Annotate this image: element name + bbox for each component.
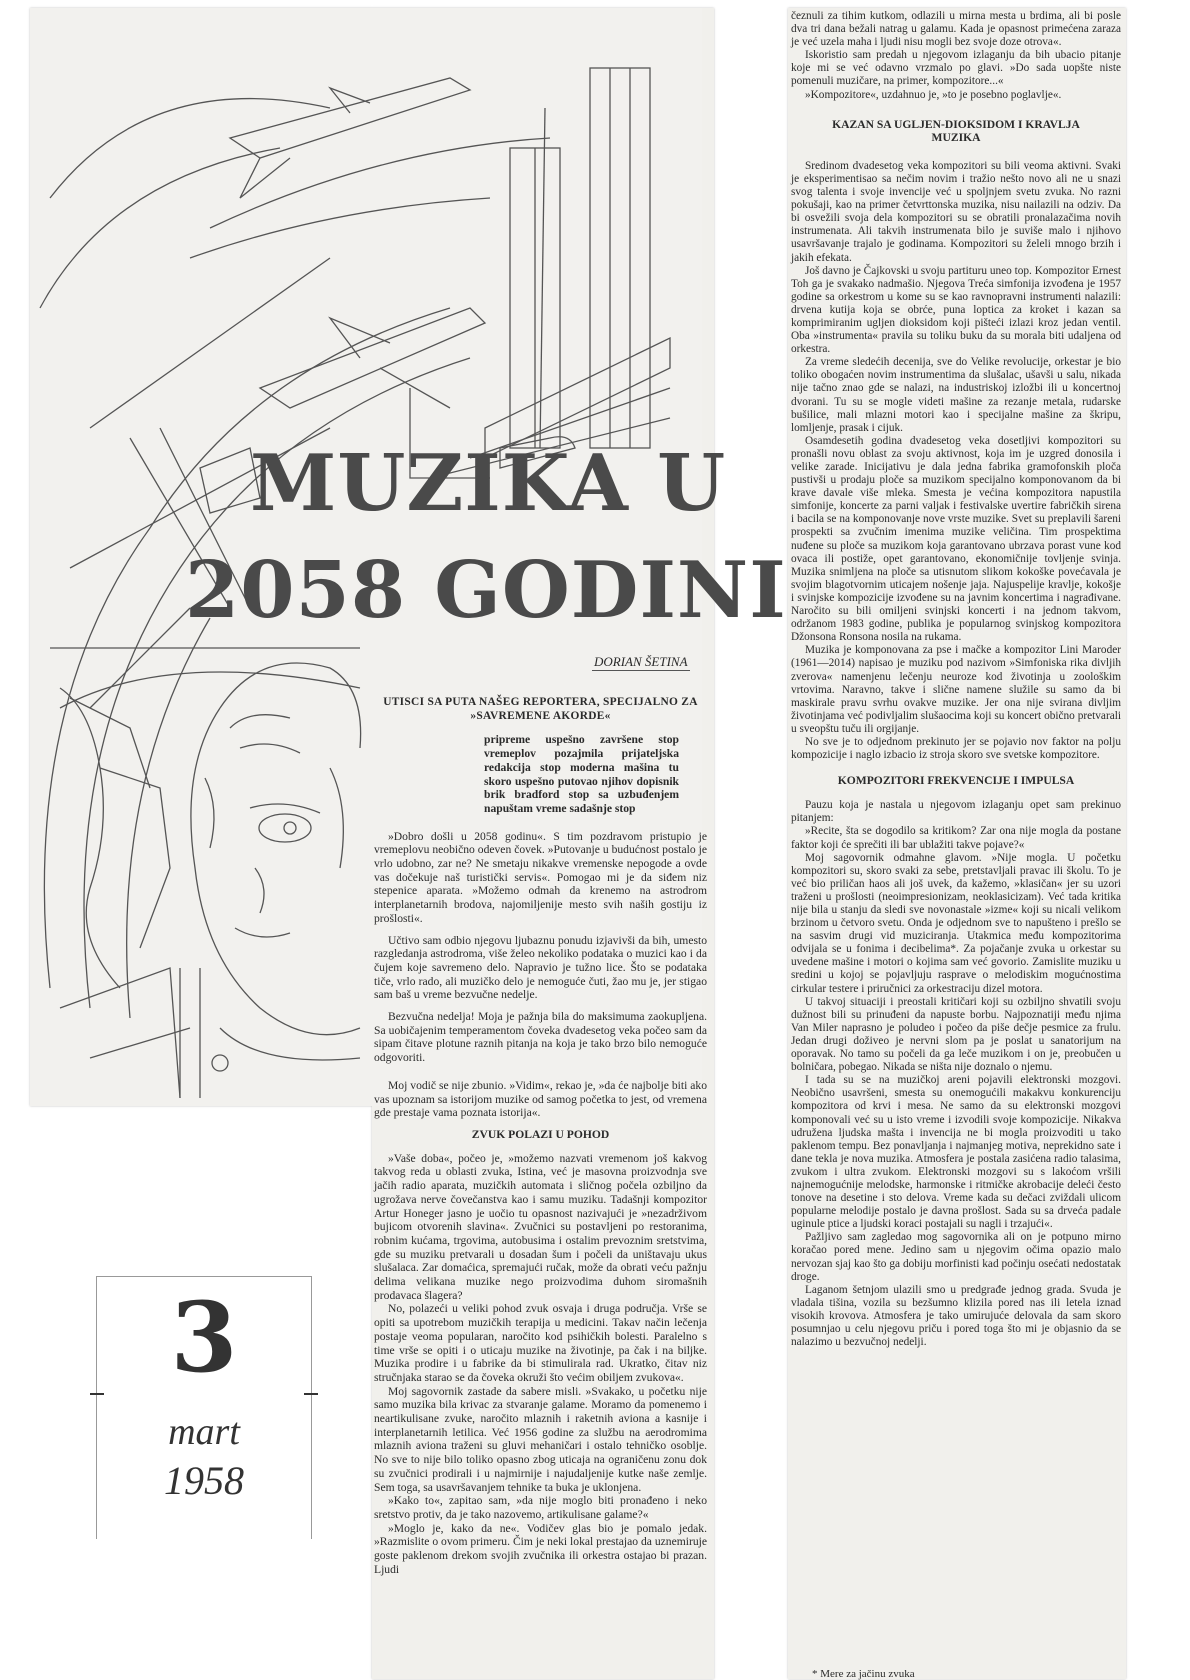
date-card xyxy=(96,1276,312,1539)
article-lead: pripreme uspešno završene stop vremeplov pozajmila prijateljska redakcija stop moderna mašina tu skoro uspešno putovao njihov dopisnik brik bradford stop sa uzbuđenjem napuštam vreme sadašnje stop xyxy=(484,733,679,815)
paragraph: Pauzu koja je nastala u njegovom izlaganju opet sam prekinuo pitanjem: xyxy=(791,799,1121,825)
paragraph: Bezvučna nedelja! Moja je pažnja bila do maksimuma zaokupljena. Sa uobičajenim temperamentom čoveka dvadesetog veka počeo sam da sipam čitave plotune raznih pitanja na koja je tako brzo bilo nemoguće odgovoriti. xyxy=(374,1010,707,1065)
author-byline: DORIAN ŠETINA xyxy=(594,654,688,669)
paragraph: Za vreme sledećih decenija, sve do Velike revolucije, orkestar je bio toliko obogaćen novim instrumentima da slušalac, ušavši u salu, nikada nije tačno znao gde se nalazi, na industriskoj izložbi ili u koncertnoj dvorani. Tu su se mogle videti mašine za rezanje metala, rudarske bušilice, mali mlazni motori kao i specijalne mašine za škripu, lomljenje, prasak i cijuk. xyxy=(791,356,1121,434)
middle-column xyxy=(374,690,707,1576)
date-month: mart xyxy=(168,1411,240,1453)
paragraph: Sredinom dvadesetog veka kompozitori su bili veoma aktivni. Svaki je eksperimentisao sa nečim novim i tražio nešto novo ali ne u snazi svog talenta i svoje invencije već u spoljnjem svetu zvuka. No razni pokušaji, kao na primer četvrttonska muzika, nisu nailazili na odziv. Da bi osvežili svoja dela kompozitori su se obratili pronalazačima novih instrumenata. Ali takvih instrumenata bilo je suviše malo i njihovo usavršavanje trajalo je godinama. Kompozitori su želeli mnogo brzih i jakih efekata. xyxy=(791,159,1121,264)
paragraph: Još davno je Čajkovski u svoju partituru uneo top. Kompozitor Ernest Toh ga je svakako nadmašio. Njegova Treća simfonija izvođena je 1957 godine sa orkestrom u kome su se kao ravnopravni instrumenti nalazili: drvena kutija koja se obrće, puna loptica za kroket i kazan sa komprimiranim ugljen dioksidom koji pišteći izlazi kroz jedan ventil. Oba »instrumenta« pravila su toliku buku da su morala biti udaljena od orkestra. xyxy=(791,264,1121,356)
paragraph: U takvoj situaciji i preostali kritičari koji su ozbiljno shvatili svoju dužnost bili su prinuđeni da napuste borbu. Najpoznatiji među njima Van Miler naprasno je poludeo i počeo da piše dečje pesmice za frulu. Jedan drugi doživeo je nervni slom pa je poslat u sanatorijum na oporavak. No tamo su počeli da ga leče muzikom i on je, preobučen u bolničara, pobegao. Nikada se ništa nije doznalo o njemu. xyxy=(791,995,1121,1074)
section-heading-kompozitori: KOMPOZITORI FREKVENCIJE I IMPULSA xyxy=(837,774,1075,788)
section-heading-kazan: KAZAN SA UGLJEN-DIOKSIDOM I KRAVLJA MUZIKA xyxy=(832,117,1080,144)
date-card-mark xyxy=(90,1393,104,1395)
date-year: 1958 xyxy=(164,1458,244,1503)
paragraph: Laganom šetnjom ulazili smo u predgrađe jednog grada. Svuda je vladala tišina, vozila su bezšumno klizila pored nas ili letela iznad visokih krovova. Atmosfera je tako umirujuće delovala da sam skoro posumnjao u celu njegovu priču i pored toga što mi je objasnio da se nalazimo u bezvučnoj nedelji. xyxy=(791,1283,1121,1349)
paragraph: Iskoristio sam predah u njegovom izlaganju da bih ubacio pitanje koje mi se već odavno vrzmalo po glavi. »Do sada uopšte niste pomenuli muzičare, na primer, kompozitore...« xyxy=(791,49,1121,88)
paragraph: Osamdesetih godina dvadesetog veka dosetljivi kompozitori su pronašli novu oblast za svoju aktivnost, koja im je uzgred donosila i velike zarade. Inicijativu je dala jedna fabrika gramofonskih ploča pustivši u prodaju ploče sa muzikom specijalno komponovanom da bi krave davale više mleka. Smesta je većina kompozitora napustila simfonije, koncerte za parni valjak i festivalske uvertire fabričkih sirena i bacila se na komponovanje nove vrste muzike. Svet su preplavili šareni prospekti sa zvučnim imenima muzike veličina. Tim prospektima nuđene su ploče sa muzikom koja garantovano ubrzava porast vune kod ovaca ili postiže, opet garantovano, ekonomičnije tovljenje svinja. Muzika snimljena na ploče sa utisnutom slikom kokoške povećavala je svojim blagotvornim uticajem nošenje jaja. Najuspelije kravlje, kokošje i svinjske kompozicije izvođene su na javnim koncertima i nagrađivane. Naročito su bili omiljeni svinjski koncerti i na jednom takvom, održanom 1983 godine, publika je popularnog svinjskog kompozitora Džonsona Ronsona nosila na rukama. xyxy=(791,434,1121,644)
paragraph: čeznuli za tihim kutkom, odlazili u mirna mesta u brdima, ali bi posle dva tri dana bežali natrag u galamu. Kada je opasnost primećena zaraza je već uzela maha i ljudi nisu mogli bez svoje doze otrova«. xyxy=(791,10,1121,49)
paragraph: »Moglo je, kako da ne«. Vodičev glas bio je pomalo jedak. »Razmislite o ovom primeru. Čim je neki lokal prestajao da uznemiruje goste paklenom drekom svojih zvučnika ili orkestra ostajao bi prazan. Ljudi xyxy=(374,1521,707,1576)
paragraph: Pažljivo sam zagledao mog sagovornika ali on je potpuno mirno koračao pored mene. Jedino sam u njegovim očima opazio malo nervozan sjaj kao što ga dobiju morfinisti kad počinju osećati nedostatak droge. xyxy=(791,1231,1121,1283)
date-day: 3 xyxy=(170,1281,238,1394)
paragraph: »Vaše doba«, počeo je, »možemo nazvati vremenom još kakvog takvog reda u oblasti zvuka, Istina, već je masovna proizvodnja sve jačih radio aparata, muzičkih automata i sličnog počela ozbiljno da ugrožava nerve čovečanstva kao i samu muziku. Tadašnji kompozitor Artur Honeger jasno je uočio tu opasnost nazivajući je »nezadrživom bujicom otvorenih slavina«. Zvučnici su postavljeni po restoranima, robnim kućama, trgovima, autobusima i ostalim prevoznim sretstvima, gde su muziku pretvarali u dosadan šum i počeli da uništavaju ukus slušalaca. Zar domaćica, spremajući ručak, može da obrati veću pažnju delima velikana muzike nego proizvodima duhom siromašnih prodavaca šlagera? xyxy=(374,1151,707,1302)
paragraph: Učtivo sam odbio njegovu ljubaznu ponudu izjavivši da bih, umesto razgledanja astrodroma, više želeo nekoliko podataka o muzici kao i da čujem koje savremeno delo. Napravio je tužno lice. Što se podataka tiče, vrlo rado, ali muzičko delo je nemoguće čuti, žao mu je, jer stigao sam baš u vreme bezvučne nedelje. xyxy=(374,933,707,1002)
paragraph: »Dobro došli u 2058 godinu«. S tim pozdravom pristupio je vremeplovu neobično odeven čovek. »Putovanje u budućnost postalo je vrlo udobno, zar ne? Ne smetaju nikakve vremenske nepogode a ovde vas dočekuje naš turistički servis«. Pomogao mi je da siđem niz stepenice aparata. »Možemo odmah da krenemo na astrodrom interplanetarnih brodova, najomiljenije mesto svih naših gostiju iz prošlosti«. xyxy=(374,829,707,925)
paragraph: Moj sagovornik zastade da sabere misli. »Svakako, u početku nije samo muzika bila krivac za stvaranje galame. Moramo da pomenemo i neartikulisane zvuke, naročito mlaznih i raketnih aviona a kasnije i interplanetarnih letilica. Već 1956 godine za službu na aerodromima mlaznih aviona traženi su gluvi mehaničari i ostalo tehničko osoblje. No sve to nije bilo toliko opasno zbog uticaja na ograničenu zonu dok su zvučnici prodirali i u najmirnije i najudaljenije kutke naše zemlje. Sem toga, sa usavršavanjem tehnike ta buka je uklonjena. xyxy=(374,1384,707,1494)
paragraph: »Recite, šta se dogodilo sa kritikom? Zar ona nije mogla da postane faktor koji će sprečiti ili bar ublažiti takve pojave?« xyxy=(791,825,1121,851)
paragraph: Muzika je komponovana za pse i mačke a kompozitor Lini Maroder (1961—2014) napisao je muziku pod nazivom »Simfoniska rika divljih zverova« namenjenu lečenju neuroze kod životinja u zoološkim vrtovima. Naravno, takve i slične namene služile su samo da bi maskirale pravu svrhu ovakve muzike. Jer ona nije svirana divljim životinjama već podivljalim slušaocima koji su koncert obično pretvarali u sveopštu tuču ili orgijanje. xyxy=(791,644,1121,735)
right-column xyxy=(791,10,1121,1349)
article-title-line-2: 2058 GODINI xyxy=(185,545,787,636)
paragraph: No, polazeći u veliki pohod zvuk osvaja i druga područja. Vrše se opiti sa upotrebom muzičkih terapija u medicini. Takav način lečenja postaje veoma popularan, naročito kod psihičkih bolesti. Paralelno s time vrše se opiti i o uticaju muzike na životinje, pa čak i na biljke. Muzika prodire i u fabrike da bi stimulirala rad. Ukratko, čitav niz stručnjaka starao se da čoveka okruži što većim obiljem zvukova«. xyxy=(374,1302,707,1384)
paragraph: »Kako to«, zapitao sam, »da nije moglo biti pronađeno i neko sretstvo protiv, da je tako nazovemo, artikulisane galame?« xyxy=(374,1494,707,1521)
paragraph: I tada su se na muzičkoj areni pojavili elektronski mozgovi. Neobično usavršeni, smesta su onemogućili makakvu konkurenciju kompozitora od krvi i mesa. Ne samo da su elektronski mozgovi komponovali već su u isto vreme i izvodili svoje kompozicije. Nikakva udružena ljudska mašta i invencija ne bi mogla proizvoditi u tako paklenom tempu. Bez ponavljanja i najmanjeg motiva, neprekidno sate i dane tekla je nova muzika. Atmosfera je postala zasićena radio talasima, zvukom i ultra zvukom. Elektronski mozgovi su s lakoćom vršili najnemogućnije melodske, harmonske i ritmičke akrobacije deleći često tonove na desetine i sto delova. Vreme kada su dečaci zviždali ulicom popularne melodije postalo je davna prošlost. Sada su sa drveća padale uginule ptice a ljudski koraci postajali su nagli i trzajući«. xyxy=(791,1074,1121,1231)
paragraph: Moj sagovornik odmahne glavom. »Nije mogla. U početku kompozitori su, skoro svaki za sebe, pretstavljali pravac ili školu. To je već bio priličan haos ali još uvek, da kažemo, »klasičan« jer su uzori traženi u prošlosti (neoimpresionizam, neoklasicizam). Već tada kritika nije bila u stanju da sledi sve novonastale »izme« koji su nicali velikom brzinom u četvoro svetu. Onda je odjednom sve to napušteno i prešlo se na sasvim drugi vid muziciranja. Utakmica među kompozitorima odvijala se u fonima i decibelima*. Za pojačanje zvuka u orkestar su uvedene mašine i motori o kojima sam već govorio. Zamislite muziku u sredini u kojoj se pojavljuju rasprave o melodiskim mogućnostima cirkular testere i priručnici za orkestraciju dizel motora. xyxy=(791,851,1121,995)
section-heading-zvuk: ZVUK POLAZI U POHOD xyxy=(471,1127,610,1141)
paragraph: »Kompozitore«, uzdahnuo je, »to je posebno poglavlje«. xyxy=(805,88,1062,101)
footnote: * Mere za jačinu zvuka xyxy=(812,1668,915,1680)
article-title-line-1: MUZIKA U xyxy=(250,438,727,529)
paragraph: No sve je to odjednom prekinuto jer se pojavio nov faktor na polju kompozicije i naglo izbacio iz stroja skoro sve svetske kompozitore. xyxy=(791,735,1121,762)
date-card-mark xyxy=(304,1393,318,1395)
article-subtitle: UTISCI SA PUTA NAŠEG REPORTERA, SPECIJALNO ZA »SAVREMENE AKORDE« xyxy=(383,696,698,722)
paragraph: Moj vodič se nije zbunio. »Vidim«, rekao je, »da će najbolje biti ako vas upoznam sa istorijom muzike od samog početka to jest, od vremena gde prestaje vama poznata istorija«. xyxy=(374,1078,707,1120)
